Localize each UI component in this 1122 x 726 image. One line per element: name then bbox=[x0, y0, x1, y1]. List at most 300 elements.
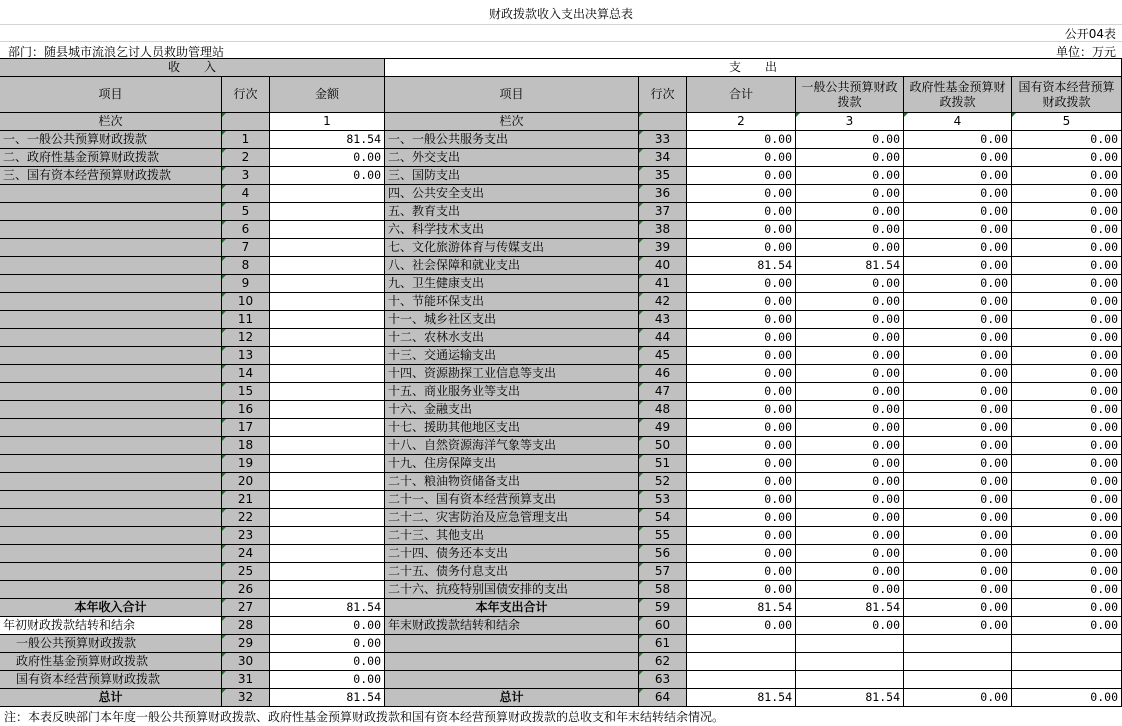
income-item: 年初财政拨款结转和结余 bbox=[0, 617, 222, 635]
table-row bbox=[0, 167, 1122, 185]
expense-line: 59 bbox=[639, 599, 687, 617]
expense-line: 52 bbox=[639, 473, 687, 491]
income-amount bbox=[270, 437, 385, 455]
column-label-expense: 栏次 bbox=[385, 113, 639, 131]
expense-state-capital: 0.00 bbox=[1012, 491, 1122, 509]
expense-state-capital: 0.00 bbox=[1012, 149, 1122, 167]
table-row bbox=[0, 635, 1122, 653]
expense-gov-fund: 0.00 bbox=[904, 563, 1012, 581]
income-amount bbox=[270, 401, 385, 419]
income-line: 17 bbox=[222, 419, 270, 437]
income-item bbox=[0, 563, 222, 581]
income-item bbox=[0, 545, 222, 563]
table-row bbox=[0, 275, 1122, 293]
income-item bbox=[0, 203, 222, 221]
income-amount bbox=[270, 581, 385, 599]
expense-total: 0.00 bbox=[687, 167, 796, 185]
income-amount bbox=[270, 275, 385, 293]
expense-state-capital: 0.00 bbox=[1012, 473, 1122, 491]
income-line: 19 bbox=[222, 455, 270, 473]
income-amount bbox=[270, 383, 385, 401]
expense-total: 0.00 bbox=[687, 545, 796, 563]
income-header: 收 入 bbox=[0, 59, 385, 77]
income-item bbox=[0, 437, 222, 455]
income-amount bbox=[270, 257, 385, 275]
income-amount bbox=[270, 491, 385, 509]
expense-item: 二十二、灾害防治及应急管理支出 bbox=[385, 509, 639, 527]
expense-total: 0.00 bbox=[687, 275, 796, 293]
income-line: 10 bbox=[222, 293, 270, 311]
expense-general-budget bbox=[796, 635, 904, 653]
expense-general-budget: 81.54 bbox=[796, 599, 904, 617]
expense-state-capital: 0.00 bbox=[1012, 581, 1122, 599]
expense-gov-fund bbox=[904, 653, 1012, 671]
expense-general-budget: 0.00 bbox=[796, 131, 904, 149]
income-item bbox=[0, 221, 222, 239]
table-row bbox=[0, 239, 1122, 257]
income-amount bbox=[270, 563, 385, 581]
income-item: 一、一般公共预算财政拨款 bbox=[0, 131, 222, 149]
expense-line: 44 bbox=[639, 329, 687, 347]
expense-general-budget: 0.00 bbox=[796, 365, 904, 383]
table-row bbox=[0, 257, 1122, 275]
table-row bbox=[0, 455, 1122, 473]
income-item: 总计 bbox=[0, 689, 222, 707]
expense-state-capital: 0.00 bbox=[1012, 383, 1122, 401]
expense-item: 十五、商业服务业等支出 bbox=[385, 383, 639, 401]
table-row bbox=[0, 311, 1122, 329]
income-line: 20 bbox=[222, 473, 270, 491]
expense-state-capital: 0.00 bbox=[1012, 365, 1122, 383]
expense-state-capital: 0.00 bbox=[1012, 617, 1122, 635]
expense-total: 0.00 bbox=[687, 455, 796, 473]
expense-state-capital: 0.00 bbox=[1012, 167, 1122, 185]
expense-state-capital: 0.00 bbox=[1012, 221, 1122, 239]
expense-line: 50 bbox=[639, 437, 687, 455]
expense-gov-fund: 0.00 bbox=[904, 365, 1012, 383]
expense-total bbox=[687, 653, 796, 671]
table-row bbox=[0, 383, 1122, 401]
table-row bbox=[0, 131, 1122, 149]
expense-state-capital: 0.00 bbox=[1012, 437, 1122, 455]
expense-item: 十一、城乡社区支出 bbox=[385, 311, 639, 329]
expense-general-budget: 0.00 bbox=[796, 617, 904, 635]
expense-general-budget: 0.00 bbox=[796, 167, 904, 185]
column-label-income: 栏次 bbox=[0, 113, 222, 131]
income-item bbox=[0, 185, 222, 203]
income-item bbox=[0, 401, 222, 419]
expense-item: 八、社会保障和就业支出 bbox=[385, 257, 639, 275]
expense-total: 0.00 bbox=[687, 509, 796, 527]
expense-total: 0.00 bbox=[687, 221, 796, 239]
income-item: 本年收入合计 bbox=[0, 599, 222, 617]
income-amount: 0.00 bbox=[270, 167, 385, 185]
income-item bbox=[0, 329, 222, 347]
expense-general-budget bbox=[796, 671, 904, 689]
col-header-expense-line: 行次 bbox=[639, 77, 687, 113]
expense-line: 57 bbox=[639, 563, 687, 581]
expense-line: 58 bbox=[639, 581, 687, 599]
expense-header: 支 出 bbox=[385, 59, 1122, 77]
income-line: 22 bbox=[222, 509, 270, 527]
expense-general-budget: 0.00 bbox=[796, 473, 904, 491]
income-item: 政府性基金预算财政拨款 bbox=[0, 653, 222, 671]
income-amount bbox=[270, 221, 385, 239]
expense-gov-fund: 0.00 bbox=[904, 617, 1012, 635]
expense-total: 0.00 bbox=[687, 383, 796, 401]
income-line: 6 bbox=[222, 221, 270, 239]
table-row bbox=[0, 149, 1122, 167]
income-line: 12 bbox=[222, 329, 270, 347]
expense-state-capital: 0.00 bbox=[1012, 329, 1122, 347]
col-header-income-item: 项目 bbox=[0, 77, 222, 113]
report-title: 财政拨款收入支出决算总表 bbox=[488, 7, 633, 21]
income-amount bbox=[270, 509, 385, 527]
expense-line: 40 bbox=[639, 257, 687, 275]
income-item bbox=[0, 455, 222, 473]
income-item bbox=[0, 365, 222, 383]
col-header-gov-fund: 政府性基金预算财政拨款 bbox=[904, 77, 1012, 113]
expense-total: 0.00 bbox=[687, 491, 796, 509]
col-header-amount: 金额 bbox=[270, 77, 385, 113]
col-num-1: 1 bbox=[270, 113, 385, 131]
income-line: 1 bbox=[222, 131, 270, 149]
income-item bbox=[0, 527, 222, 545]
expense-gov-fund bbox=[904, 671, 1012, 689]
expense-line: 60 bbox=[639, 617, 687, 635]
expense-general-budget: 0.00 bbox=[796, 545, 904, 563]
income-line: 28 bbox=[222, 617, 270, 635]
expense-item: 十四、资源勘探工业信息等支出 bbox=[385, 365, 639, 383]
expense-item: 九、卫生健康支出 bbox=[385, 275, 639, 293]
expense-gov-fund: 0.00 bbox=[904, 437, 1012, 455]
income-item bbox=[0, 419, 222, 437]
expense-state-capital bbox=[1012, 635, 1122, 653]
expense-gov-fund: 0.00 bbox=[904, 329, 1012, 347]
expense-gov-fund: 0.00 bbox=[904, 167, 1012, 185]
expense-general-budget: 0.00 bbox=[796, 347, 904, 365]
expense-total: 0.00 bbox=[687, 347, 796, 365]
income-amount bbox=[270, 293, 385, 311]
income-line: 9 bbox=[222, 275, 270, 293]
expense-general-budget: 0.00 bbox=[796, 401, 904, 419]
income-line: 5 bbox=[222, 203, 270, 221]
income-line: 32 bbox=[222, 689, 270, 707]
income-amount bbox=[270, 419, 385, 437]
expense-total: 0.00 bbox=[687, 365, 796, 383]
expense-total: 0.00 bbox=[687, 419, 796, 437]
expense-gov-fund: 0.00 bbox=[904, 275, 1012, 293]
income-line: 14 bbox=[222, 365, 270, 383]
col-header-total: 合计 bbox=[687, 77, 796, 113]
expense-general-budget: 0.00 bbox=[796, 311, 904, 329]
expense-item bbox=[385, 635, 639, 653]
table-row bbox=[0, 527, 1122, 545]
table-row bbox=[0, 671, 1122, 689]
expense-gov-fund bbox=[904, 635, 1012, 653]
income-line: 15 bbox=[222, 383, 270, 401]
expense-general-budget: 0.00 bbox=[796, 437, 904, 455]
expense-state-capital: 0.00 bbox=[1012, 311, 1122, 329]
income-amount bbox=[270, 365, 385, 383]
expense-line: 62 bbox=[639, 653, 687, 671]
unit-label: 单位：万元 bbox=[1055, 45, 1116, 59]
col-header-expense-item: 项目 bbox=[385, 77, 639, 113]
income-item bbox=[0, 509, 222, 527]
income-amount: 81.54 bbox=[270, 689, 385, 707]
income-line: 8 bbox=[222, 257, 270, 275]
expense-gov-fund: 0.00 bbox=[904, 419, 1012, 437]
expense-state-capital: 0.00 bbox=[1012, 293, 1122, 311]
income-item bbox=[0, 293, 222, 311]
income-item bbox=[0, 311, 222, 329]
table-row bbox=[0, 599, 1122, 617]
expense-general-budget: 0.00 bbox=[796, 509, 904, 527]
expense-state-capital: 0.00 bbox=[1012, 275, 1122, 293]
income-line: 26 bbox=[222, 581, 270, 599]
expense-general-budget: 0.00 bbox=[796, 527, 904, 545]
expense-general-budget: 0.00 bbox=[796, 329, 904, 347]
expense-total: 0.00 bbox=[687, 527, 796, 545]
expense-line: 53 bbox=[639, 491, 687, 509]
income-item bbox=[0, 581, 222, 599]
expense-total: 0.00 bbox=[687, 131, 796, 149]
expense-item: 十、节能环保支出 bbox=[385, 293, 639, 311]
expense-line: 54 bbox=[639, 509, 687, 527]
expense-total: 0.00 bbox=[687, 329, 796, 347]
expense-total: 0.00 bbox=[687, 185, 796, 203]
table-row bbox=[0, 437, 1122, 455]
expense-line: 34 bbox=[639, 149, 687, 167]
income-amount bbox=[270, 311, 385, 329]
expense-state-capital: 0.00 bbox=[1012, 563, 1122, 581]
expense-state-capital: 0.00 bbox=[1012, 203, 1122, 221]
expense-gov-fund: 0.00 bbox=[904, 545, 1012, 563]
income-item bbox=[0, 275, 222, 293]
income-item bbox=[0, 473, 222, 491]
expense-item bbox=[385, 653, 639, 671]
table-row bbox=[0, 329, 1122, 347]
expense-general-budget: 0.00 bbox=[796, 293, 904, 311]
expense-state-capital: 0.00 bbox=[1012, 509, 1122, 527]
expense-line: 55 bbox=[639, 527, 687, 545]
expense-line: 48 bbox=[639, 401, 687, 419]
expense-item: 二、外交支出 bbox=[385, 149, 639, 167]
expense-gov-fund: 0.00 bbox=[904, 455, 1012, 473]
income-item: 国有资本经营预算财政拨款 bbox=[0, 671, 222, 689]
expense-gov-fund: 0.00 bbox=[904, 203, 1012, 221]
expense-line: 51 bbox=[639, 455, 687, 473]
income-item bbox=[0, 491, 222, 509]
table-row bbox=[0, 509, 1122, 527]
expense-item: 十七、援助其他地区支出 bbox=[385, 419, 639, 437]
expense-total: 0.00 bbox=[687, 473, 796, 491]
expense-line: 45 bbox=[639, 347, 687, 365]
expense-general-budget: 81.54 bbox=[796, 257, 904, 275]
table-row bbox=[0, 419, 1122, 437]
expense-total: 0.00 bbox=[687, 239, 796, 257]
expense-general-budget bbox=[796, 653, 904, 671]
income-amount: 0.00 bbox=[270, 635, 385, 653]
income-line: 18 bbox=[222, 437, 270, 455]
expense-total: 0.00 bbox=[687, 563, 796, 581]
expense-gov-fund: 0.00 bbox=[904, 581, 1012, 599]
department-label: 部门：随县城市流浪乞讨人员救助管理站 bbox=[8, 45, 225, 59]
income-line: 3 bbox=[222, 167, 270, 185]
expense-general-budget: 81.54 bbox=[796, 689, 904, 707]
income-amount bbox=[270, 239, 385, 257]
expense-line: 64 bbox=[639, 689, 687, 707]
expense-line: 39 bbox=[639, 239, 687, 257]
expense-gov-fund: 0.00 bbox=[904, 311, 1012, 329]
income-line: 31 bbox=[222, 671, 270, 689]
expense-item: 七、文化旅游体育与传媒支出 bbox=[385, 239, 639, 257]
expense-item: 六、科学技术支出 bbox=[385, 221, 639, 239]
expense-general-budget: 0.00 bbox=[796, 275, 904, 293]
income-amount: 0.00 bbox=[270, 671, 385, 689]
expense-general-budget: 0.00 bbox=[796, 203, 904, 221]
income-amount bbox=[270, 203, 385, 221]
expense-general-budget: 0.00 bbox=[796, 491, 904, 509]
table-row bbox=[0, 221, 1122, 239]
expense-gov-fund: 0.00 bbox=[904, 473, 1012, 491]
income-amount bbox=[270, 473, 385, 491]
income-amount bbox=[270, 455, 385, 473]
expense-item: 五、教育支出 bbox=[385, 203, 639, 221]
expense-line: 36 bbox=[639, 185, 687, 203]
column-label-blank bbox=[222, 113, 270, 131]
expense-gov-fund: 0.00 bbox=[904, 689, 1012, 707]
table-row bbox=[0, 293, 1122, 311]
expense-gov-fund: 0.00 bbox=[904, 383, 1012, 401]
expense-gov-fund: 0.00 bbox=[904, 149, 1012, 167]
table-row bbox=[0, 581, 1122, 599]
expense-total: 81.54 bbox=[687, 257, 796, 275]
income-amount bbox=[270, 527, 385, 545]
expense-state-capital: 0.00 bbox=[1012, 239, 1122, 257]
income-item bbox=[0, 257, 222, 275]
expense-item: 年末财政拨款结转和结余 bbox=[385, 617, 639, 635]
table-row bbox=[0, 617, 1122, 635]
expense-line: 41 bbox=[639, 275, 687, 293]
income-line: 16 bbox=[222, 401, 270, 419]
expense-gov-fund: 0.00 bbox=[904, 347, 1012, 365]
income-line: 23 bbox=[222, 527, 270, 545]
expense-item bbox=[385, 671, 639, 689]
expense-general-budget: 0.00 bbox=[796, 239, 904, 257]
table-row bbox=[0, 203, 1122, 221]
expense-general-budget: 0.00 bbox=[796, 419, 904, 437]
table-row bbox=[0, 347, 1122, 365]
income-line: 11 bbox=[222, 311, 270, 329]
expense-item: 三、国防支出 bbox=[385, 167, 639, 185]
income-line: 30 bbox=[222, 653, 270, 671]
expense-total: 0.00 bbox=[687, 293, 796, 311]
expense-item: 二十一、国有资本经营预算支出 bbox=[385, 491, 639, 509]
expense-state-capital: 0.00 bbox=[1012, 689, 1122, 707]
expense-gov-fund: 0.00 bbox=[904, 401, 1012, 419]
expense-total: 0.00 bbox=[687, 149, 796, 167]
income-amount: 0.00 bbox=[270, 653, 385, 671]
income-line: 2 bbox=[222, 149, 270, 167]
income-amount bbox=[270, 329, 385, 347]
expense-general-budget: 0.00 bbox=[796, 185, 904, 203]
expense-total bbox=[687, 635, 796, 653]
income-amount: 81.54 bbox=[270, 131, 385, 149]
expense-total: 0.00 bbox=[687, 617, 796, 635]
income-line: 7 bbox=[222, 239, 270, 257]
income-item: 一般公共预算财政拨款 bbox=[0, 635, 222, 653]
income-amount bbox=[270, 347, 385, 365]
col-num-2: 2 bbox=[687, 113, 796, 131]
expense-gov-fund: 0.00 bbox=[904, 185, 1012, 203]
table-row bbox=[0, 473, 1122, 491]
expense-total: 0.00 bbox=[687, 203, 796, 221]
expense-gov-fund: 0.00 bbox=[904, 221, 1012, 239]
expense-line: 35 bbox=[639, 167, 687, 185]
income-amount: 81.54 bbox=[270, 599, 385, 617]
expense-line: 37 bbox=[639, 203, 687, 221]
table-row bbox=[0, 365, 1122, 383]
expense-item: 十三、交通运输支出 bbox=[385, 347, 639, 365]
table-row bbox=[0, 545, 1122, 563]
expense-line: 33 bbox=[639, 131, 687, 149]
expense-item: 一、一般公共服务支出 bbox=[385, 131, 639, 149]
expense-total: 81.54 bbox=[687, 599, 796, 617]
expense-total: 0.00 bbox=[687, 401, 796, 419]
expense-item: 四、公共安全支出 bbox=[385, 185, 639, 203]
income-item bbox=[0, 347, 222, 365]
expense-gov-fund: 0.00 bbox=[904, 257, 1012, 275]
expense-total: 0.00 bbox=[687, 437, 796, 455]
income-line: 25 bbox=[222, 563, 270, 581]
expense-item: 十二、农林水支出 bbox=[385, 329, 639, 347]
form-code: 公开04表 bbox=[1064, 27, 1116, 41]
col-header-general-budget: 一般公共预算财政拨款 bbox=[796, 77, 904, 113]
expense-line: 47 bbox=[639, 383, 687, 401]
expense-total: 0.00 bbox=[687, 581, 796, 599]
expense-general-budget: 0.00 bbox=[796, 221, 904, 239]
expense-general-budget: 0.00 bbox=[796, 383, 904, 401]
expense-state-capital bbox=[1012, 671, 1122, 689]
expense-general-budget: 0.00 bbox=[796, 581, 904, 599]
col-num-4: 4 bbox=[904, 113, 1012, 131]
footnote: 注：本表反映部门本年度一般公共预算财政拨款、政府性基金预算财政拨款和国有资本经营预算财政拨款的总收支和年末结转结余情况。 bbox=[4, 710, 725, 724]
expense-item: 十六、金融支出 bbox=[385, 401, 639, 419]
expense-gov-fund: 0.00 bbox=[904, 131, 1012, 149]
income-item: 二、政府性基金预算财政拨款 bbox=[0, 149, 222, 167]
expense-gov-fund: 0.00 bbox=[904, 509, 1012, 527]
income-line: 21 bbox=[222, 491, 270, 509]
expense-total: 0.00 bbox=[687, 311, 796, 329]
column-label-blank bbox=[639, 113, 687, 131]
expense-item: 总计 bbox=[385, 689, 639, 707]
income-amount bbox=[270, 545, 385, 563]
expense-state-capital: 0.00 bbox=[1012, 527, 1122, 545]
expense-state-capital bbox=[1012, 653, 1122, 671]
table-row bbox=[0, 491, 1122, 509]
expense-state-capital: 0.00 bbox=[1012, 545, 1122, 563]
expense-gov-fund: 0.00 bbox=[904, 491, 1012, 509]
expense-item: 二十四、债务还本支出 bbox=[385, 545, 639, 563]
expense-state-capital: 0.00 bbox=[1012, 347, 1122, 365]
col-header-income-line: 行次 bbox=[222, 77, 270, 113]
expense-item: 二十六、抗疫特别国债安排的支出 bbox=[385, 581, 639, 599]
expense-item: 十九、住房保障支出 bbox=[385, 455, 639, 473]
table-row bbox=[0, 653, 1122, 671]
table-row bbox=[0, 401, 1122, 419]
income-line: 29 bbox=[222, 635, 270, 653]
